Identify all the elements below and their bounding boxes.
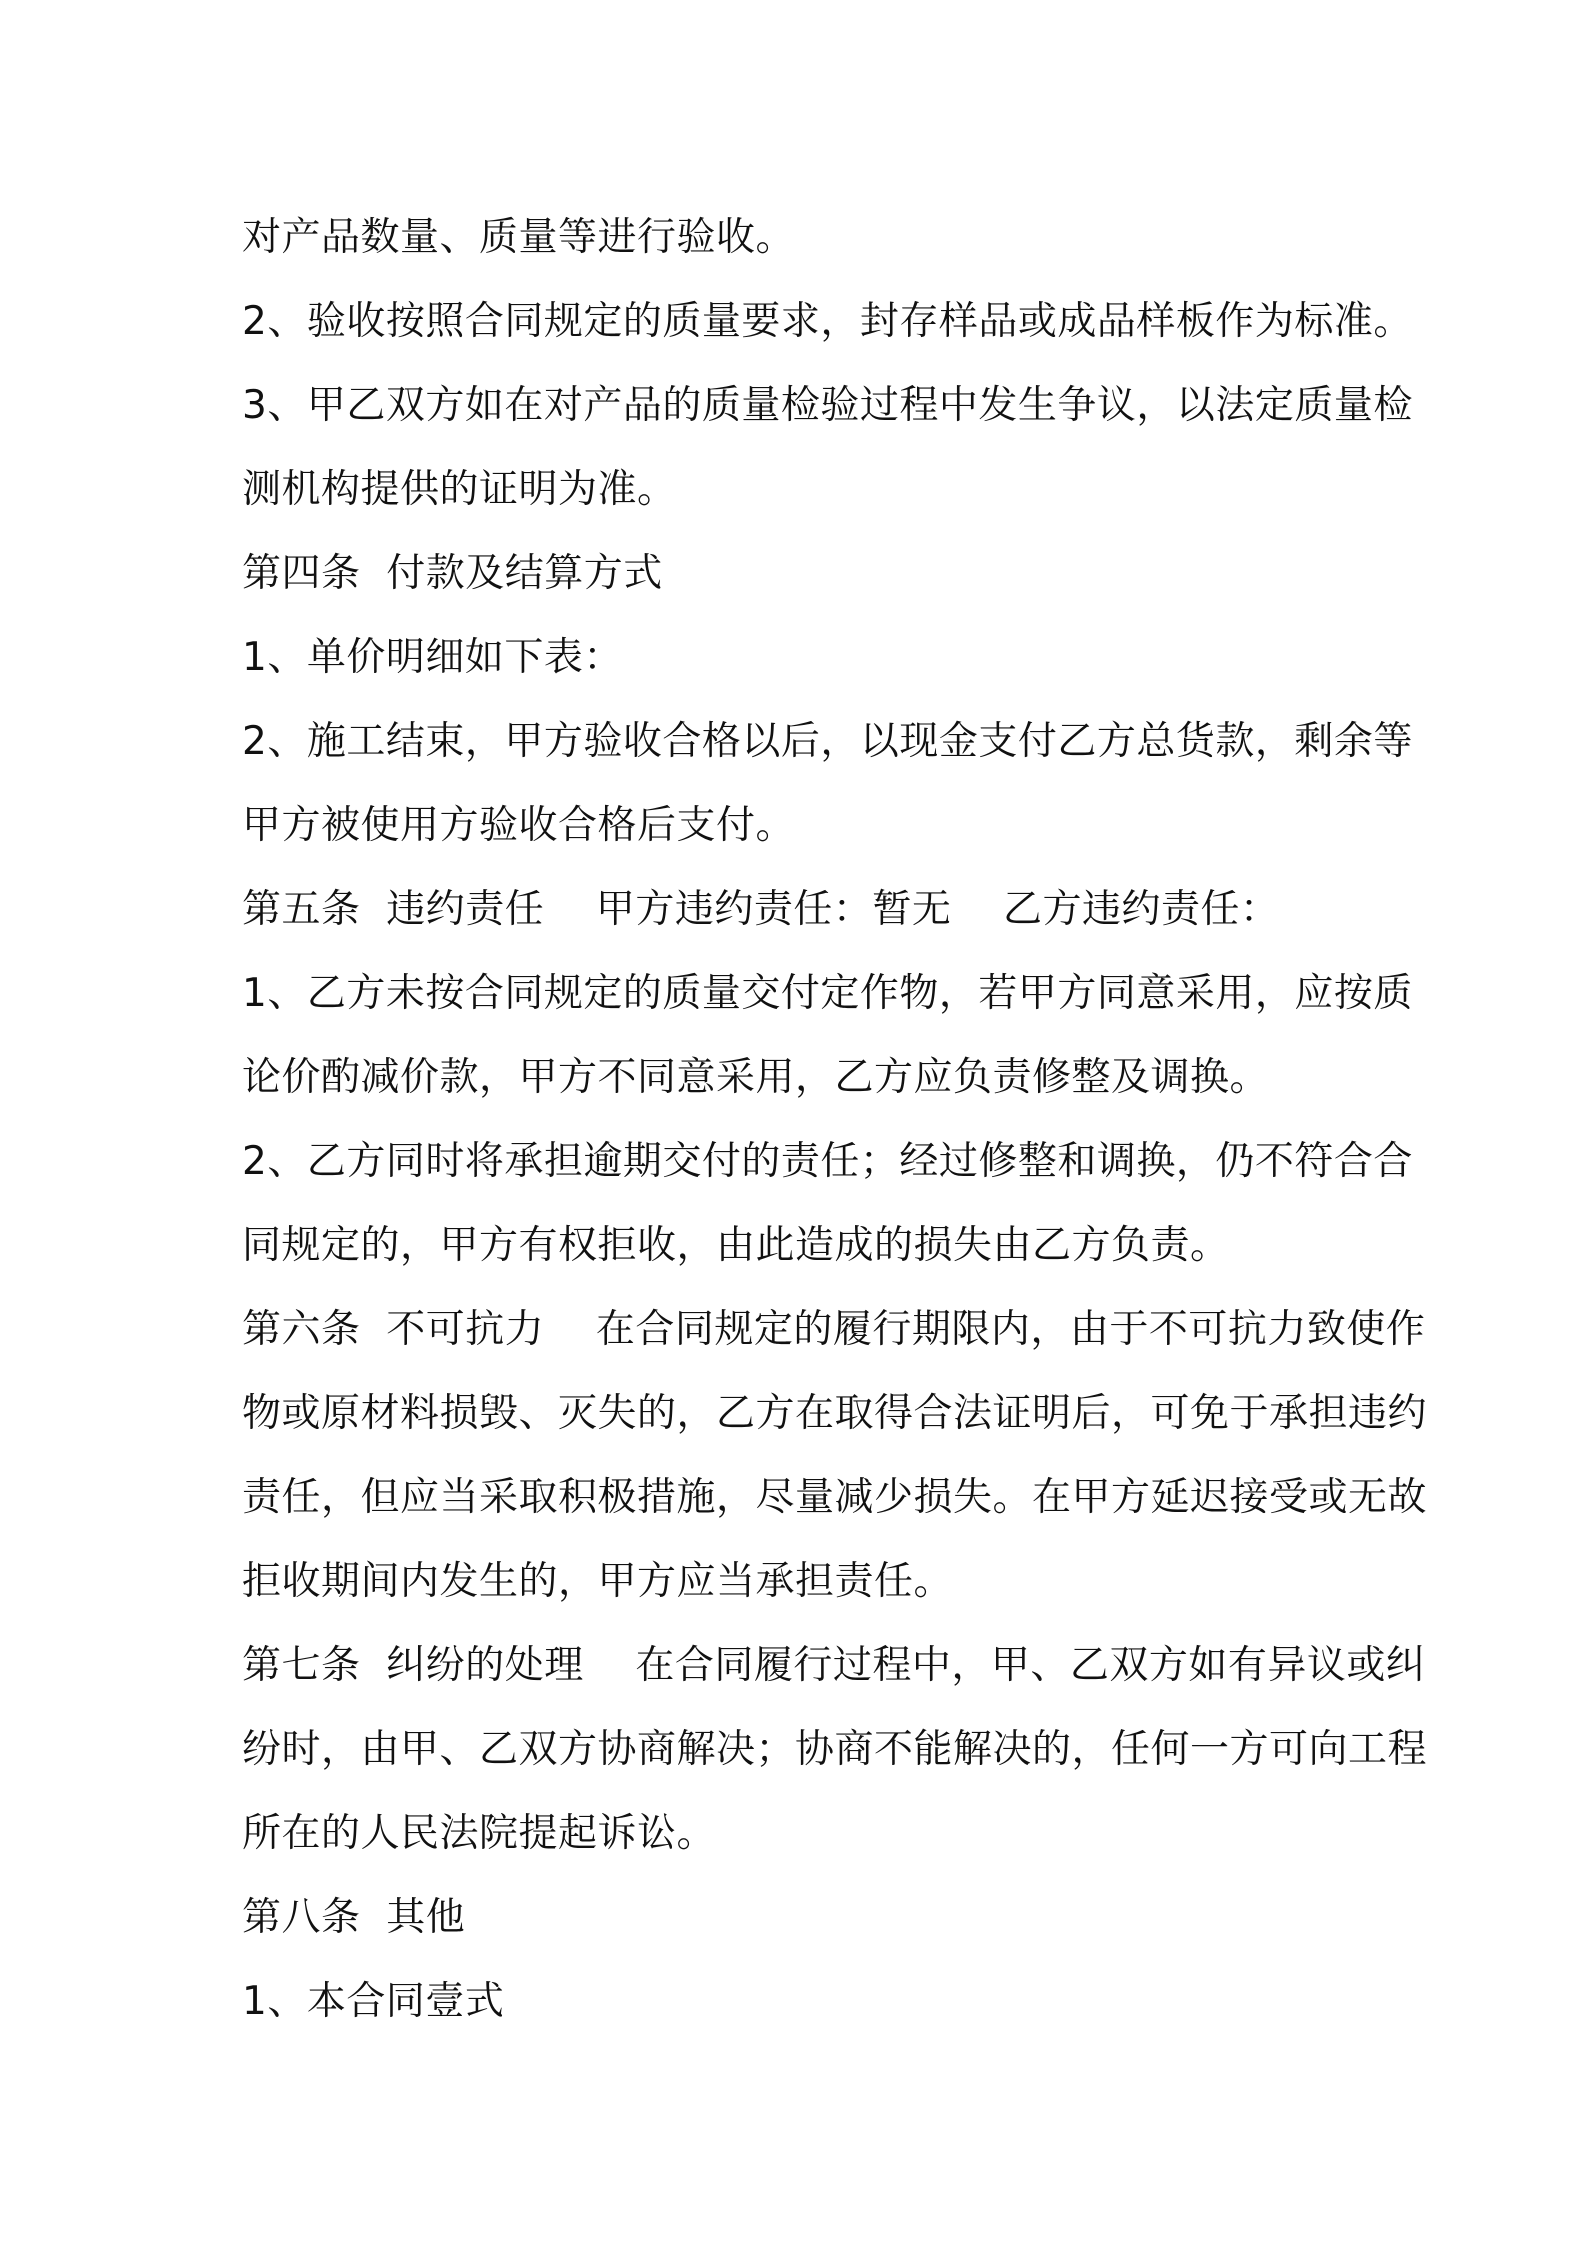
text-line: 纷时，由甲、乙双方协商解决；协商不能解决的，任何一方可向工程 bbox=[242, 1727, 1428, 1772]
text-line: 2、验收按照合同规定的质量要求，封存样品或成品样板作为标准。 bbox=[242, 299, 1413, 344]
section-heading: 第六条 不可抗力 在合同规定的履行期限内，由于不可抗力致使作 bbox=[242, 1307, 1426, 1352]
text-line: 2、乙方同时将承担逾期交付的责任；经过修整和调换，仍不符合合 bbox=[242, 1139, 1413, 1184]
text-line: 1、单价明细如下表： bbox=[242, 635, 623, 680]
text-line: 论价酌减价款，甲方不同意采用，乙方应负责修整及调换。 bbox=[242, 1055, 1270, 1100]
text-line: 3、甲乙双方如在对产品的质量检验过程中发生争议，以法定质量检 bbox=[242, 383, 1413, 428]
text-line: 拒收期间内发生的，甲方应当承担责任。 bbox=[242, 1559, 954, 1604]
section-heading: 第七条 纠纷的处理 在合同履行过程中，甲、乙双方如有异议或纠 bbox=[242, 1643, 1426, 1688]
text-line: 责任，但应当采取积极措施，尽量减少损失。在甲方延迟接受或无故 bbox=[242, 1475, 1428, 1520]
section-heading: 第八条 其他 bbox=[242, 1895, 466, 1940]
text-line: 1、乙方未按合同规定的质量交付定作物，若甲方同意采用，应按质 bbox=[242, 971, 1413, 1016]
text-line: 同规定的，甲方有权拒收，由此造成的损失由乙方负责。 bbox=[242, 1223, 1230, 1268]
text-line: 2、施工结束，甲方验收合格以后，以现金支付乙方总货款，剩余等 bbox=[242, 719, 1413, 764]
section-heading: 第五条 违约责任 甲方违约责任：暂无 乙方违约责任： bbox=[242, 887, 1280, 932]
text-line: 测机构提供的证明为准。 bbox=[242, 467, 677, 512]
section-heading: 第四条 付款及结算方式 bbox=[242, 551, 663, 596]
text-line: 对产品数量、质量等进行验收。 bbox=[242, 215, 796, 260]
text-line: 甲方被使用方验收合格后支付。 bbox=[242, 803, 796, 848]
text-line: 所在的人民法院提起诉讼。 bbox=[242, 1811, 717, 1856]
text-line: 1、本合同壹式 bbox=[242, 1979, 505, 2024]
text-line: 物或原材料损毁、灭失的，乙方在取得合法证明后，可免于承担违约 bbox=[242, 1391, 1428, 1436]
document-body bbox=[242, 196, 1428, 2044]
